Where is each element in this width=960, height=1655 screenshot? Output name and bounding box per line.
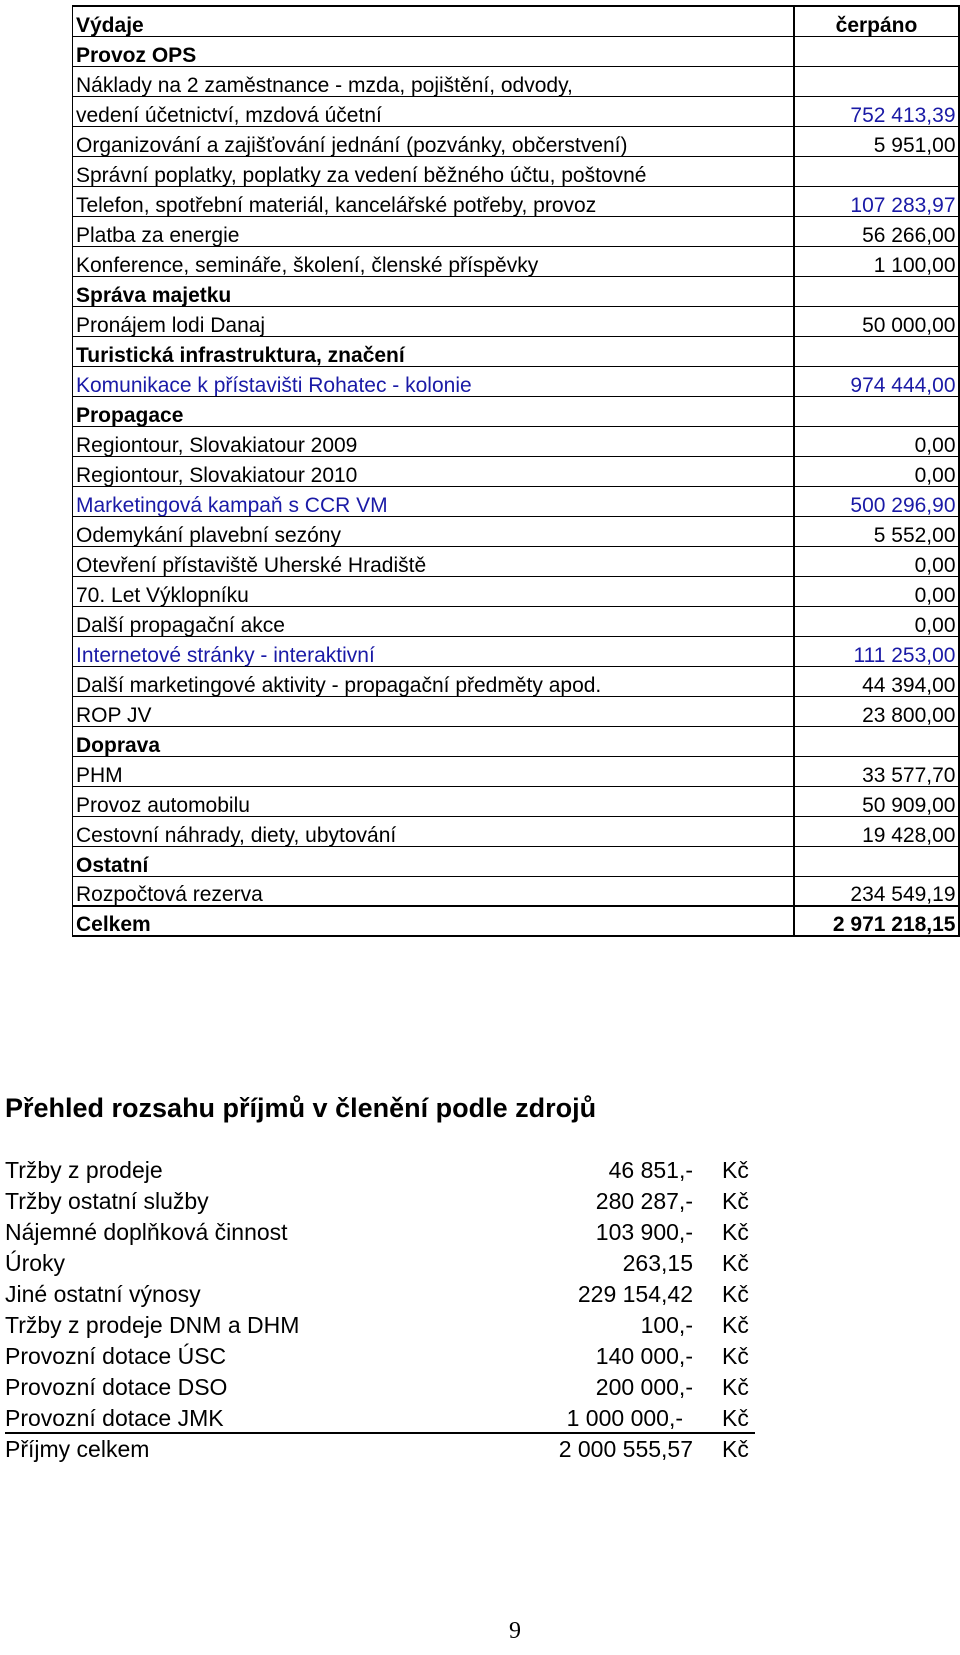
expense-row xyxy=(73,516,959,546)
income-unit: Kč xyxy=(722,1374,749,1400)
expense-row xyxy=(73,786,959,816)
expense-row xyxy=(73,666,959,696)
income-unit: Kč xyxy=(722,1250,749,1276)
expense-amount xyxy=(794,396,959,426)
expense-row xyxy=(73,126,959,156)
expense-label: Provoz OPS xyxy=(73,36,794,66)
expense-row xyxy=(73,66,959,96)
expense-row xyxy=(73,306,959,336)
expense-amount: 1 100,00 xyxy=(794,246,959,276)
income-amount: 263,15 xyxy=(622,1250,693,1276)
expenses-table xyxy=(72,5,960,937)
expense-label: Marketingová kampaň s CCR VM xyxy=(73,486,794,516)
expense-label: Komunikace k přístavišti Rohatec - kolonie xyxy=(73,366,794,396)
expense-amount: 0,00 xyxy=(794,426,959,456)
expense-row xyxy=(73,486,959,516)
expense-row xyxy=(73,366,959,396)
expense-label: Propagace xyxy=(73,396,794,426)
income-row xyxy=(5,1279,765,1310)
expense-label: Regiontour, Slovakiatour 2010 xyxy=(73,456,794,486)
income-row xyxy=(5,1310,765,1341)
expense-row xyxy=(73,276,959,306)
expense-amount: 33 577,70 xyxy=(794,756,959,786)
expense-label: Rozpočtová rezerva xyxy=(73,876,794,906)
expense-row xyxy=(73,726,959,756)
expense-label: Doprava xyxy=(73,726,794,756)
expense-label: Konference, semináře, školení, členské příspěvky xyxy=(73,246,794,276)
expense-amount: 500 296,90 xyxy=(794,486,959,516)
expense-amount: 5 951,00 xyxy=(794,126,959,156)
expense-label: Správa majetku xyxy=(73,276,794,306)
expense-label: Internetové stránky - interaktivní xyxy=(73,636,794,666)
income-amount: 200 000,- xyxy=(595,1374,693,1400)
expense-label: Telefon, spotřební materiál, kancelářské potřeby, provoz xyxy=(73,186,794,216)
expense-label: Správní poplatky, poplatky za vedení běžného účtu, poštovné xyxy=(73,156,794,186)
expense-row xyxy=(73,546,959,576)
expense-label: Cestovní náhrady, diety, ubytování xyxy=(73,816,794,846)
income-unit: Kč xyxy=(722,1312,749,1338)
income-row xyxy=(5,1341,765,1372)
income-row xyxy=(5,1186,765,1217)
income-unit: Kč xyxy=(722,1219,749,1245)
income-row xyxy=(5,1217,765,1248)
expense-row xyxy=(73,186,959,216)
expenses-table-body xyxy=(73,6,959,936)
expense-row xyxy=(73,396,959,426)
expense-amount: 111 253,00 xyxy=(794,636,959,666)
income-amount: 2 000 555,57 xyxy=(558,1436,693,1462)
expense-label: Pronájem lodi Danaj xyxy=(73,306,794,336)
expense-amount: 0,00 xyxy=(794,576,959,606)
income-amount: 103 900,- xyxy=(595,1219,693,1245)
income-amount: 229 154,42 xyxy=(577,1281,693,1307)
expense-amount: 44 394,00 xyxy=(794,666,959,696)
expense-label: PHM xyxy=(73,756,794,786)
expense-label: Regiontour, Slovakiatour 2009 xyxy=(73,426,794,456)
income-row xyxy=(5,1372,765,1403)
expense-row xyxy=(73,216,959,246)
expense-row xyxy=(73,636,959,666)
page-number: 9 xyxy=(509,1618,521,1644)
expense-amount: 50 000,00 xyxy=(794,306,959,336)
expense-row xyxy=(73,456,959,486)
expense-row xyxy=(73,426,959,456)
expense-label: Otevření přístaviště Uherské Hradiště xyxy=(73,546,794,576)
expenses-header-row xyxy=(73,6,959,36)
income-amount: 280 287,- xyxy=(595,1188,693,1214)
expenses-header-amount: čerpáno xyxy=(794,6,959,36)
expense-amount: 56 266,00 xyxy=(794,216,959,246)
expense-amount xyxy=(794,66,959,96)
expense-row xyxy=(73,156,959,186)
expense-amount xyxy=(794,336,959,366)
income-label: Úroky xyxy=(5,1250,66,1276)
expense-row xyxy=(73,36,959,66)
income-unit: Kč xyxy=(722,1281,749,1307)
income-row xyxy=(5,1434,765,1465)
income-label: Provozní dotace ÚSC xyxy=(5,1343,227,1369)
expense-amount: 0,00 xyxy=(794,456,959,486)
expense-label: Turistická infrastruktura, značení xyxy=(73,336,794,366)
expense-amount: 5 552,00 xyxy=(794,516,959,546)
income-label: Tržby z prodeje DNM a DHM xyxy=(5,1312,300,1338)
expense-amount: 23 800,00 xyxy=(794,696,959,726)
expense-label: Odemykání plavební sezóny xyxy=(73,516,794,546)
expense-row xyxy=(73,876,959,906)
expense-row xyxy=(73,696,959,726)
expenses-header-label: Výdaje xyxy=(73,6,794,36)
expense-row xyxy=(73,606,959,636)
expense-amount: 0,00 xyxy=(794,546,959,576)
expense-row xyxy=(73,96,959,126)
expense-label: Náklady na 2 zaměstnance - mzda, pojištění, odvody, xyxy=(73,66,794,96)
expense-amount xyxy=(794,846,959,876)
income-row xyxy=(5,1248,765,1279)
income-label: Příjmy celkem xyxy=(5,1436,150,1462)
income-list xyxy=(5,1155,765,1465)
expense-amount: 19 428,00 xyxy=(794,816,959,846)
expense-amount: 974 444,00 xyxy=(794,366,959,396)
income-amount: 140 000,- xyxy=(595,1343,693,1369)
expense-label: Organizování a zajišťování jednání (pozvánky, občerstvení) xyxy=(73,126,794,156)
expense-amount xyxy=(794,156,959,186)
expenses-total-amount: 2 971 218,15 xyxy=(794,906,959,936)
expense-label: Ostatní xyxy=(73,846,794,876)
expense-row xyxy=(73,576,959,606)
expense-amount xyxy=(794,36,959,66)
income-label: Nájemné doplňková činnost xyxy=(5,1219,288,1245)
expense-row xyxy=(73,816,959,846)
income-label: Tržby z prodeje xyxy=(5,1157,163,1183)
income-label: Jiné ostatní výnosy xyxy=(5,1281,201,1307)
expense-amount: 0,00 xyxy=(794,606,959,636)
income-label: Provozní dotace DSO xyxy=(5,1374,228,1400)
expense-amount xyxy=(794,726,959,756)
expense-label: Další marketingové aktivity - propagační předměty apod. xyxy=(73,666,794,696)
income-row xyxy=(5,1155,765,1186)
expense-row xyxy=(73,246,959,276)
income-amount: 46 851,- xyxy=(608,1157,693,1183)
income-unit: Kč xyxy=(722,1343,749,1369)
income-unit: Kč xyxy=(722,1188,749,1214)
income-amount: 100,- xyxy=(640,1312,693,1338)
expense-label: ROP JV xyxy=(73,696,794,726)
income-label: Tržby ostatní služby xyxy=(5,1188,209,1214)
expense-label: vedení účetnictví, mzdová účetní xyxy=(73,96,794,126)
expense-amount: 50 909,00 xyxy=(794,786,959,816)
expenses-total-row xyxy=(73,906,959,936)
expense-label: Platba za energie xyxy=(73,216,794,246)
expense-label: Další propagační akce xyxy=(73,606,794,636)
expense-amount: 234 549,19 xyxy=(794,876,959,906)
income-unit: Kč xyxy=(722,1405,749,1431)
income-section-title: Přehled rozsahu příjmů v členění podle zdrojů xyxy=(5,1093,597,1123)
expense-label: 70. Let Výklopníku xyxy=(73,576,794,606)
expense-row xyxy=(73,756,959,786)
expense-row xyxy=(73,336,959,366)
income-amount: 1 000 000,- xyxy=(566,1405,683,1431)
income-unit: Kč xyxy=(722,1436,749,1462)
expense-row xyxy=(73,846,959,876)
expense-amount: 107 283,97 xyxy=(794,186,959,216)
expenses-total-label: Celkem xyxy=(73,906,794,936)
expense-amount xyxy=(794,276,959,306)
expense-label: Provoz automobilu xyxy=(73,786,794,816)
income-row xyxy=(5,1403,755,1434)
income-label: Provozní dotace JMK xyxy=(5,1405,224,1431)
income-unit: Kč xyxy=(722,1157,749,1183)
expense-amount: 752 413,39 xyxy=(794,96,959,126)
